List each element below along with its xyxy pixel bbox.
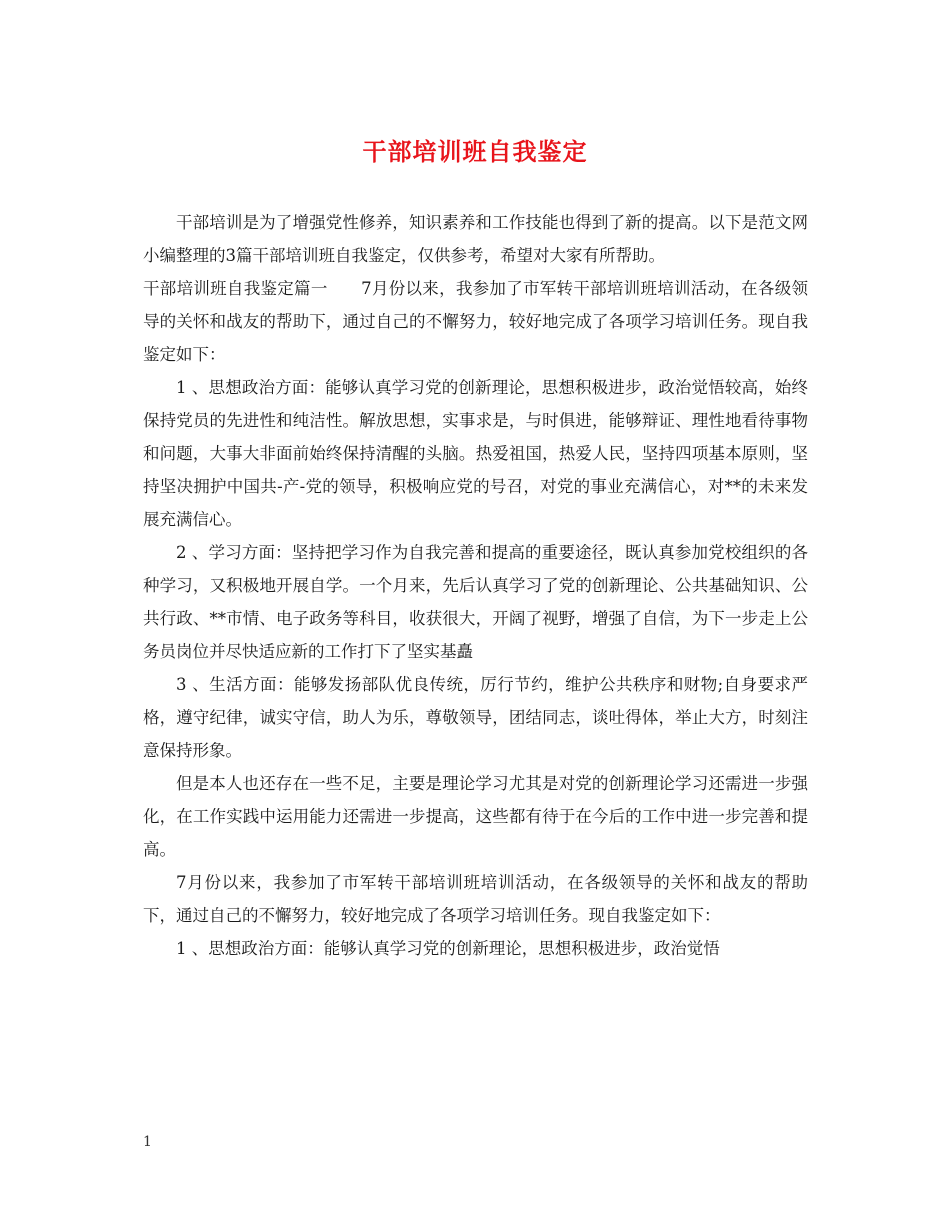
paragraph-article-one-opening: 干部培训班自我鉴定篇一 7月份以来，我参加了市军转干部培训班培训活动，在各级领导的关怀和战友的帮助下，通过自己的不懈努力，较好地完成了各项学习培训任务。现自我鉴定如下： bbox=[143, 279, 808, 364]
paragraph-life: 3 、生活方面：能够发扬部队优良传统，厉行节约，维护公共秩序和财物;自身要求严格，遵守纪律，诚实守信，助人为乐，尊敬领导，团结同志，谈吐得体，举止大方，时刻注意保持形象。 bbox=[143, 675, 808, 760]
paragraph-intro: 干部培训是为了增强党性修养，知识素养和工作技能也得到了新的提高。以下是范文网小编整理的3篇干部培训班自我鉴定，仅供参考，希望对大家有所帮助。 bbox=[143, 213, 808, 265]
paragraph-shortcomings: 但是本人也还存在一些不足，主要是理论学习尤其是对党的创新理论学习还需进一步强化，在工作实践中运用能力还需进一步提高，这些都有待于在今后的工作中进一步完善和提高。 bbox=[143, 774, 808, 859]
paragraph-repeat-opening: 7月份以来，我参加了市军转干部培训班培训活动，在各级领导的关怀和战友的帮助下，通过自己的不懈努力，较好地完成了各项学习培训任务。现自我鉴定如下： bbox=[143, 873, 808, 925]
paragraph-study: 2 、学习方面：坚持把学习作为自我完善和提高的重要途径，既认真参加党校组织的各种学习，又积极地开展自学。一个月来，先后认真学习了党的创新理论、公共基础知识、公共行政、**市情、电子政务等科目，收获很大，开阔了视野，增强了自信，为下一步走上公务员岗位并尽快适应新的工作打下了坚实基矗 bbox=[143, 543, 808, 661]
page-number: 1 bbox=[143, 1134, 152, 1150]
paragraph-political: 1 、思想政治方面：能够认真学习党的创新理论，思想积极进步，政治觉悟较高，始终保持党员的先进性和纯洁性。解放思想，实事求是，与时俱进，能够辩证、理性地看待事物和问题，大事大非面前始终保持清醒的头脑。热爱祖国，热爱人民，坚持四项基本原则，坚持坚决拥护中国共-产-党的领导，积极响应党的号召，对党的事业充满信心，对**的未来发展充满信心。 bbox=[143, 378, 808, 529]
document-body bbox=[143, 206, 808, 965]
document-title: 干部培训班自我鉴定 bbox=[362, 137, 588, 166]
paragraph-repeat-political: 1 、思想政治方面：能够认真学习党的创新理论，思想积极进步，政治觉悟 bbox=[176, 939, 720, 958]
